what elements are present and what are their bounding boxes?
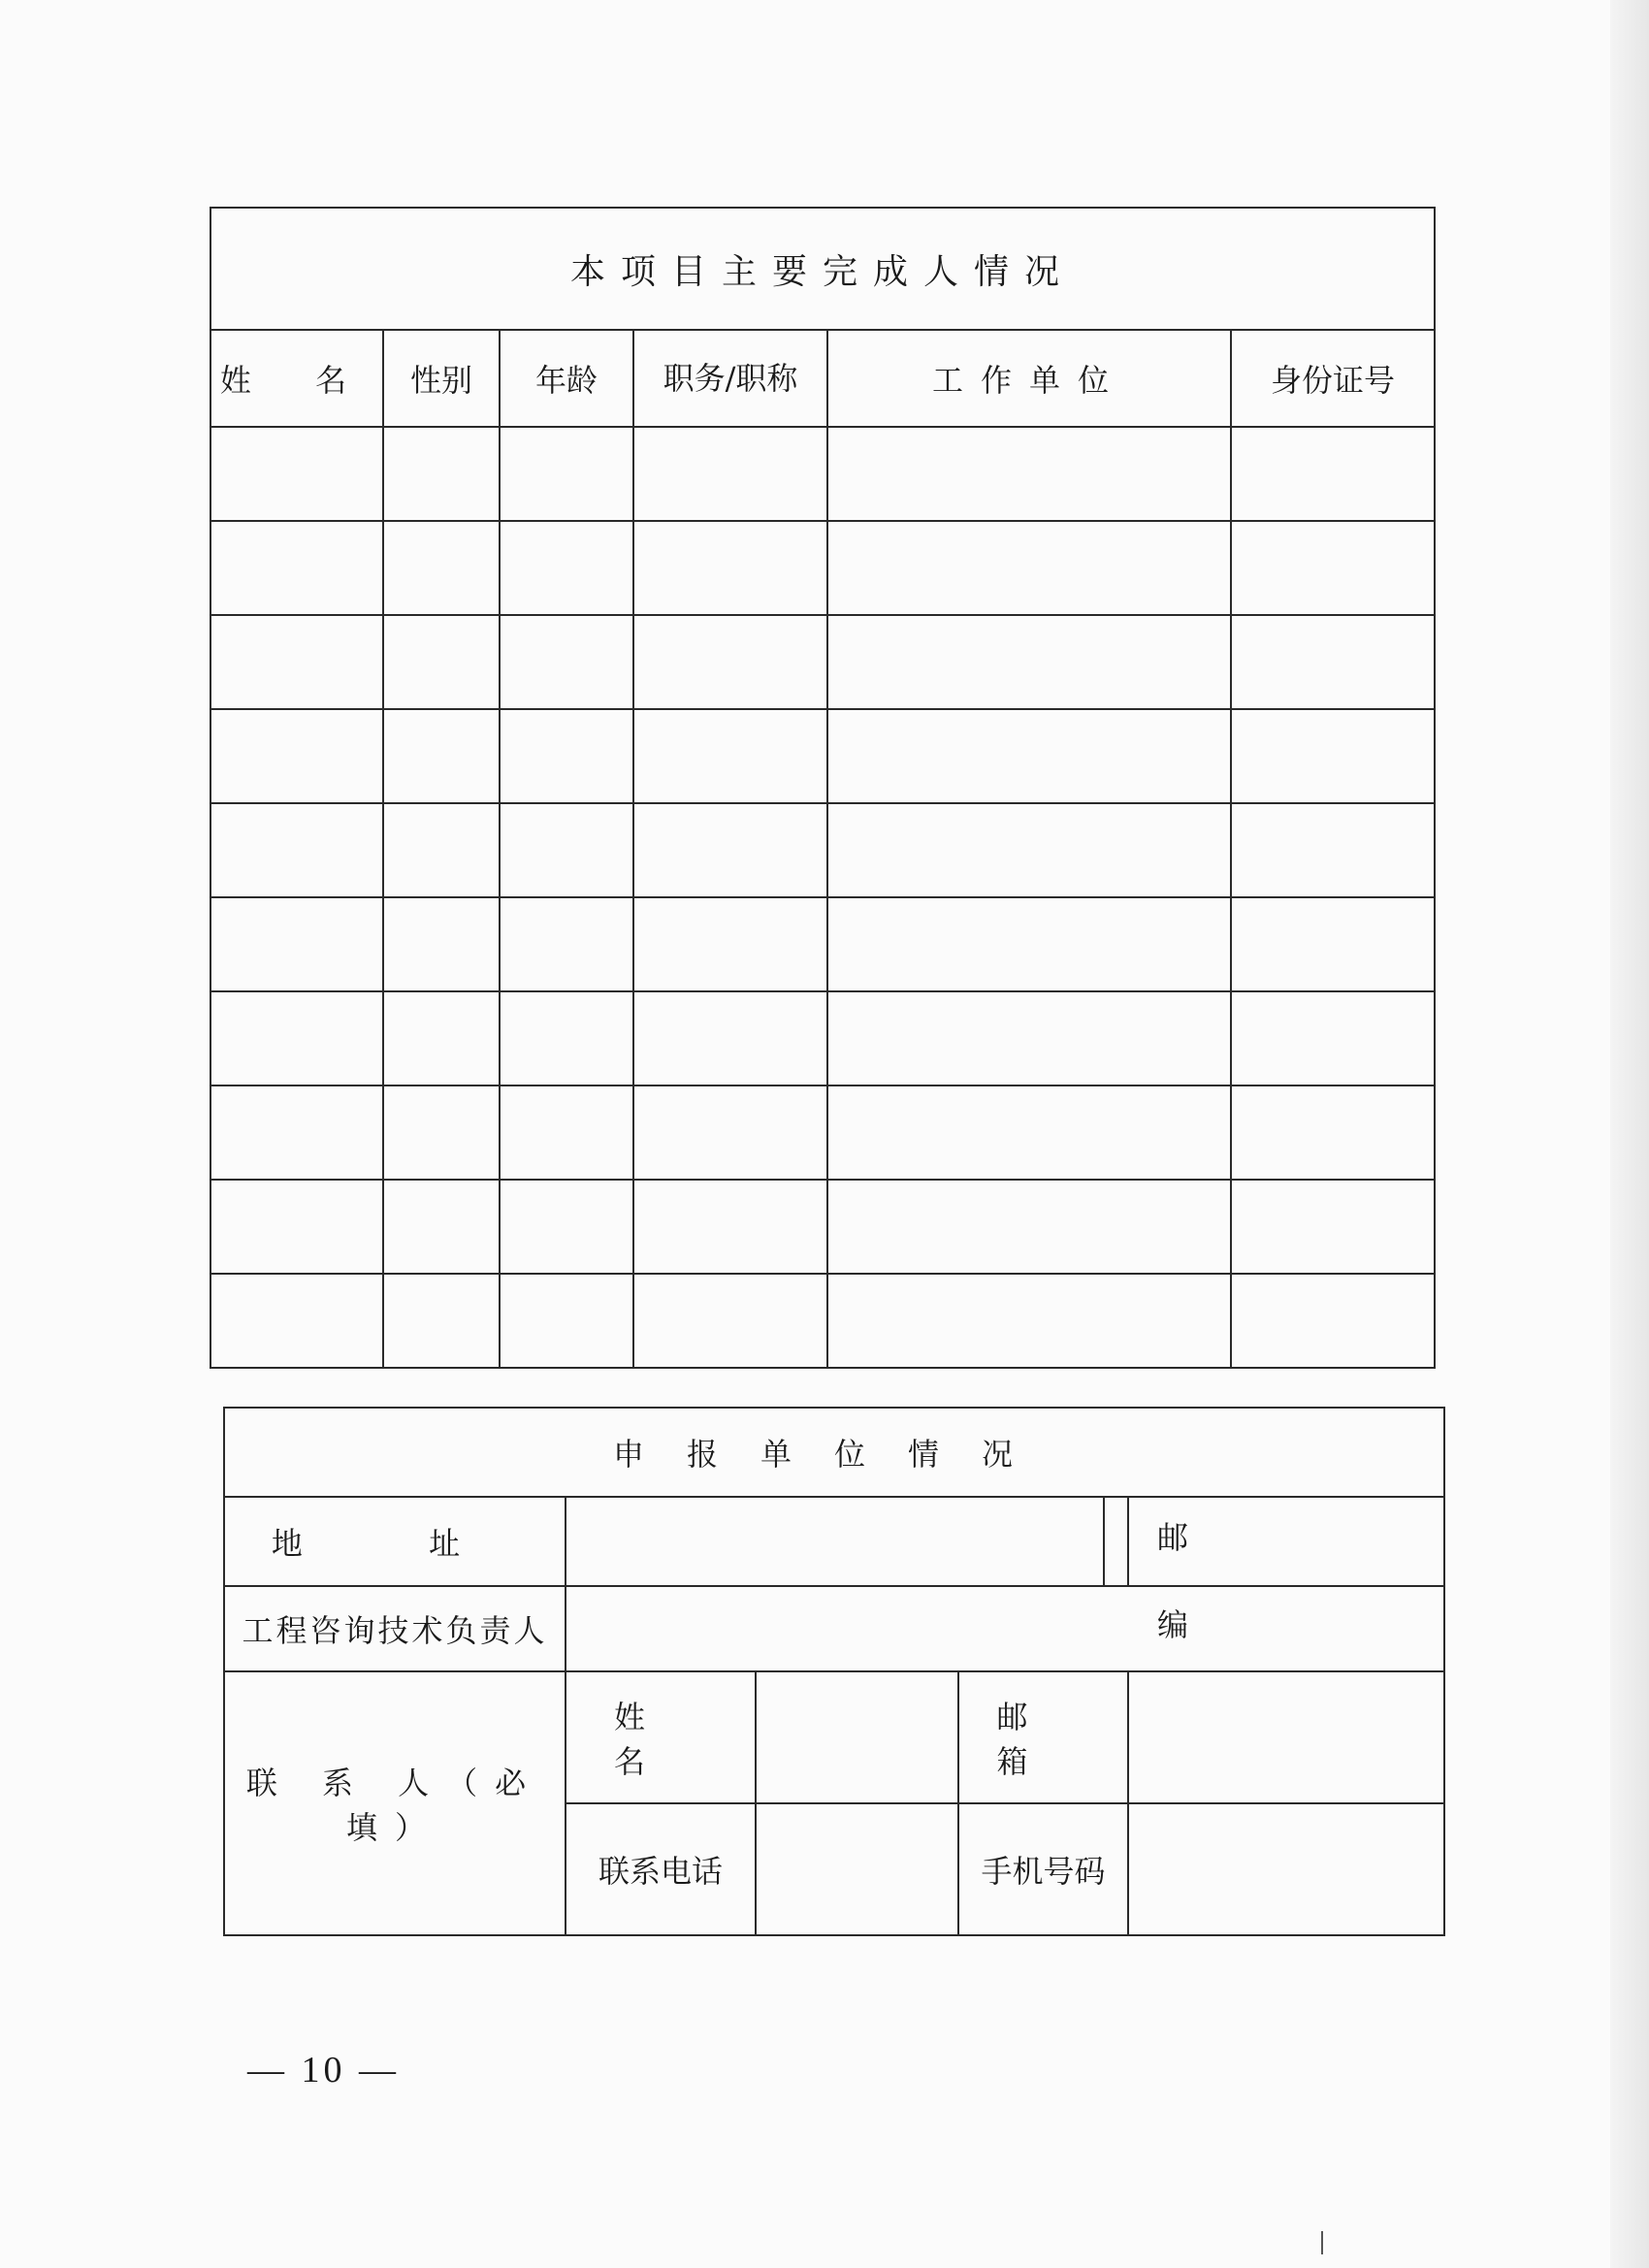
cell-work-unit[interactable] xyxy=(827,991,1231,1085)
cell-id-number[interactable] xyxy=(1231,897,1435,991)
cell-gender[interactable] xyxy=(383,897,500,991)
cell-gender[interactable] xyxy=(383,1085,500,1180)
cell-age[interactable] xyxy=(500,991,633,1085)
cell-id-number[interactable] xyxy=(1231,615,1435,709)
cell-gender[interactable] xyxy=(383,427,500,521)
contact-email-label: 邮 箱 xyxy=(958,1671,1128,1803)
cell-age[interactable] xyxy=(500,521,633,615)
cell-position-title[interactable] xyxy=(633,1274,827,1368)
table-row xyxy=(210,897,1435,991)
cell-position-title[interactable] xyxy=(633,991,827,1085)
header-position-title xyxy=(633,330,827,427)
cell-name[interactable] xyxy=(210,615,383,709)
org-table-title: 申报单位情况 xyxy=(224,1408,1444,1497)
cell-gender[interactable] xyxy=(383,803,500,897)
cell-age[interactable] xyxy=(500,427,633,521)
cell-gender[interactable] xyxy=(383,615,500,709)
members-table-title: 本项目主要完成人情况 xyxy=(210,208,1435,330)
cell-id-number[interactable] xyxy=(1231,709,1435,803)
address-row xyxy=(224,1497,1444,1586)
members-table xyxy=(210,207,1436,1369)
cell-position-title[interactable] xyxy=(633,1085,827,1180)
tech-lead-field[interactable] xyxy=(566,1586,1444,1671)
contact-name-field[interactable] xyxy=(756,1671,958,1803)
contact-row-1 xyxy=(224,1671,1444,1803)
cell-age[interactable] xyxy=(500,1274,633,1368)
cell-age[interactable] xyxy=(500,1085,633,1180)
cell-name[interactable] xyxy=(210,1274,383,1368)
cell-gender[interactable] xyxy=(383,709,500,803)
cell-position-title[interactable] xyxy=(633,803,827,897)
address-label: 地 址 xyxy=(224,1497,566,1586)
cell-age[interactable] xyxy=(500,709,633,803)
cell-name[interactable] xyxy=(210,991,383,1085)
table-row xyxy=(210,991,1435,1085)
cell-work-unit[interactable] xyxy=(827,897,1231,991)
contact-phone-label: 联系电话 xyxy=(566,1803,756,1935)
contact-phone-field[interactable] xyxy=(756,1803,958,1935)
table-row xyxy=(210,427,1435,521)
header-work-unit: 工作单位 xyxy=(827,330,1231,427)
cell-id-number[interactable] xyxy=(1231,1085,1435,1180)
cell-name[interactable] xyxy=(210,897,383,991)
cell-work-unit[interactable] xyxy=(827,615,1231,709)
cell-id-number[interactable] xyxy=(1231,803,1435,897)
cell-name[interactable] xyxy=(210,1085,383,1180)
cell-name[interactable] xyxy=(210,427,383,521)
table-row xyxy=(210,1085,1435,1180)
cell-id-number[interactable] xyxy=(1231,1180,1435,1274)
tech-lead-row xyxy=(224,1586,1444,1671)
header-id-number: 身份证号 xyxy=(1231,330,1435,427)
cell-gender[interactable] xyxy=(383,1274,500,1368)
tech-lead-label: 工程咨询技术负责人 xyxy=(224,1586,566,1671)
cell-gender[interactable] xyxy=(383,521,500,615)
org-table xyxy=(223,1407,1445,1936)
cell-name[interactable] xyxy=(210,803,383,897)
header-gender: 性别 xyxy=(383,330,500,427)
table-row xyxy=(210,521,1435,615)
table-row xyxy=(210,709,1435,803)
cell-age[interactable] xyxy=(500,615,633,709)
cell-work-unit[interactable] xyxy=(827,803,1231,897)
table-row xyxy=(210,615,1435,709)
contact-email-field[interactable] xyxy=(1128,1671,1444,1803)
header-age: 年龄 xyxy=(500,330,633,427)
members-header-row xyxy=(210,330,1435,427)
cell-id-number[interactable] xyxy=(1231,521,1435,615)
cell-position-title[interactable] xyxy=(633,1180,827,1274)
cell-work-unit[interactable] xyxy=(827,709,1231,803)
scan-mark xyxy=(1321,2231,1323,2254)
cell-id-number[interactable] xyxy=(1231,1274,1435,1368)
header-name: 姓 名 xyxy=(210,330,383,427)
cell-gender[interactable] xyxy=(383,1180,500,1274)
cell-age[interactable] xyxy=(500,897,633,991)
cell-position-title[interactable] xyxy=(633,615,827,709)
address-field[interactable] xyxy=(566,1497,1104,1586)
contact-mobile-field[interactable] xyxy=(1128,1803,1444,1935)
cell-work-unit[interactable] xyxy=(827,1085,1231,1180)
contact-mobile-label: 手机号码 xyxy=(958,1803,1128,1935)
cell-position-title[interactable] xyxy=(633,521,827,615)
cell-age[interactable] xyxy=(500,1180,633,1274)
cell-work-unit[interactable] xyxy=(827,521,1231,615)
cell-name[interactable] xyxy=(210,1180,383,1274)
table-row xyxy=(210,1180,1435,1274)
cell-name[interactable] xyxy=(210,709,383,803)
cell-name[interactable] xyxy=(210,521,383,615)
table-row xyxy=(210,803,1435,897)
contact-label: 联 系 人（必填） xyxy=(224,1671,566,1935)
cell-position-title[interactable] xyxy=(633,709,827,803)
contact-name-label: 姓 名 xyxy=(566,1671,756,1803)
cell-work-unit[interactable] xyxy=(827,1180,1231,1274)
cell-age[interactable] xyxy=(500,803,633,897)
cell-gender[interactable] xyxy=(383,991,500,1085)
cell-id-number[interactable] xyxy=(1231,427,1435,521)
cell-work-unit[interactable] xyxy=(827,427,1231,521)
table-row xyxy=(210,1274,1435,1368)
cell-position-title[interactable] xyxy=(633,897,827,991)
page-edge-shadow xyxy=(1610,0,1649,2268)
page-number: — 10 — xyxy=(247,2050,400,2090)
header-position-title-text: 职务/职称 xyxy=(663,360,798,397)
postcode-label: 邮 编 xyxy=(1156,1519,1221,1643)
cell-position-title[interactable] xyxy=(633,427,827,521)
cell-work-unit[interactable] xyxy=(827,1274,1231,1368)
cell-id-number[interactable] xyxy=(1231,991,1435,1085)
